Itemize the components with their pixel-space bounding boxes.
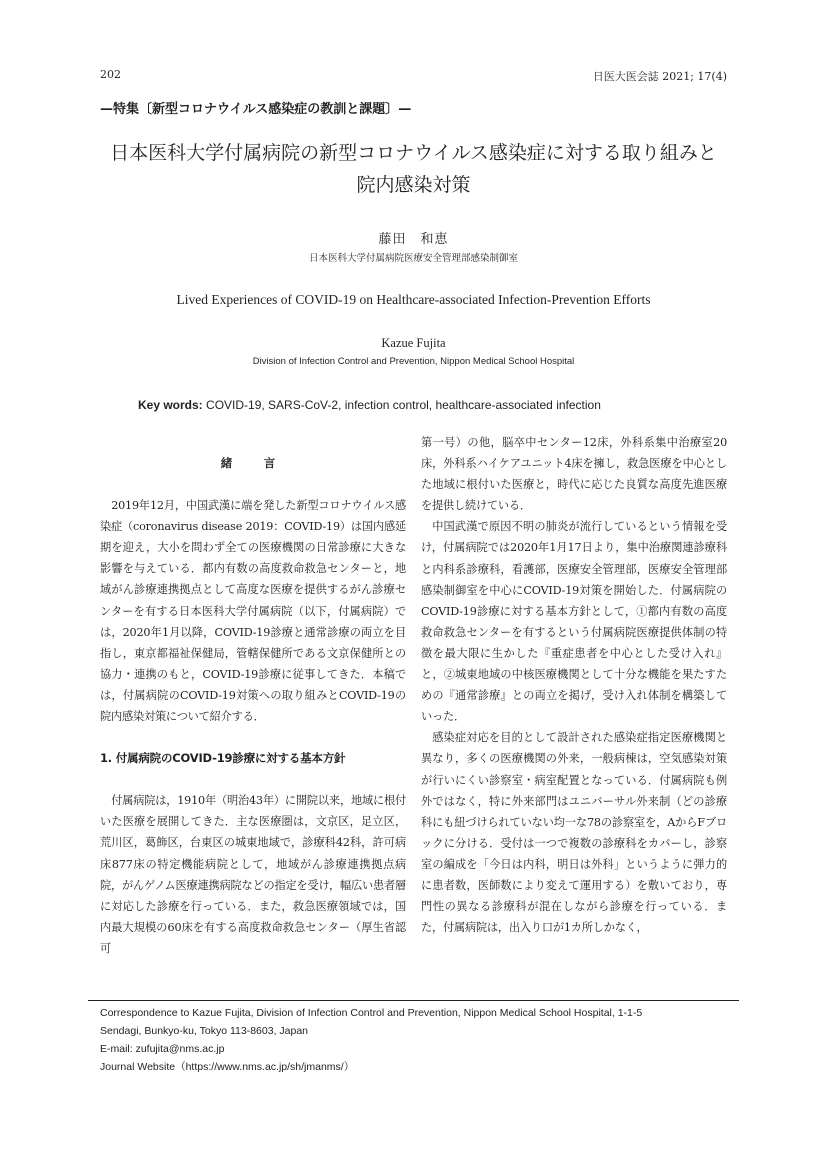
right-paragraph-2: 感染症対応を目的として設計された感染症指定医療機関と異なり，多くの医療機関の外来，一般病棟は，空気感染対策が行いにくい診察室・病室配置となっている．付属病院も例外ではなく，特に外来部門はユニバーサル外来制（どの診療科にも紐づけられていない均一な78の診察室を，AからFブロックに分ける．受付は一つで複数の診療科をカバーし，診察室の編成を「今日は内科，明日は外科」というように弾力的に患者数，医師数により変えて運用する）を敷いており，専門性の異なる診療科が混在しながら診療を行っている．また，付属病院は，出入り口が1カ所しかなく， [421, 731, 727, 935]
section-1-heading: 1. 付属病院のCOVID-19診療に対する基本方針 [100, 751, 346, 766]
footnote-line-1: Correspondence to Kazue Fujita, Division of Infection Control and Prevention, Nippon Medical School Hospital, 1-1-5 [100, 1007, 643, 1019]
author-name-en: Kazue Fujita [381, 336, 446, 350]
article-title-jp [60, 137, 767, 201]
intro-paragraph: 2019年12月，中国武漢に端を発した新型コロナウイルス感染症（coronavirus disease 2019：COVID-19）は国内感延期を迎え，大小を問わず全ての医療機関の日常診療に大きな影響を与えている．都内有数の高度救命救急センターと，地域がん診療連携拠点として高度な医療を提供するがん診療センターを有する日本医科大学付属病院（以下，付属病院）では，2020年1月以降，COVID-19診療と通常診療の両立を目指し，東京都福祉保健局，管轄保健所である文京保健所との協力・連携のもと，COVID-19診療に従事してきた．本稿では，付属病院のCOVID-19対策への取り組みとCOVID-19の院内感染対策について紹介する． [100, 499, 406, 724]
keywords-text: COVID-19, SARS-CoV-2, infection control, healthcare-associated infection [206, 398, 601, 412]
intro-heading: 緒 言 [220, 456, 286, 470]
article-title-en: Lived Experiences of COVID-19 on Healthcare-associated Infection-Prevention Efforts [176, 292, 651, 307]
author-name-jp: 藤田 和恵 [378, 232, 449, 247]
journal-reference: 日医大医会誌 2021; 17(4) [592, 70, 727, 83]
footnote-website: Journal Website（https://www.nms.ac.jp/sh/jmanms/） [100, 1061, 355, 1073]
footnote-email: E-mail: zufujita@nms.ac.jp [100, 1043, 225, 1055]
right-column [421, 432, 738, 938]
affiliation-jp: 日本医科大学付属病院医療安全管理部感染制御室 [308, 253, 518, 264]
footnote-divider [88, 1000, 739, 1001]
right-paragraph-continued: 第一号）の他，脳卒中センター12床，外科系集中治療室20床，外科系ハイケアユニット4床を擁し，救急医療を中心とした地域に根付いた医療と，時代に応じた良質な高度先進医療を提供し続けている． [421, 436, 727, 513]
keywords [138, 398, 601, 412]
right-paragraph-1: 中国武漢で原因不明の肺炎が流行しているという情報を受け，付属病院では2020年1月17日より，集中治療関連診療科と内科系診療科，看護部，医療安全管理部，医療安全管理部 感染制御室を中心にCOVID-19対策を開始した．付属病院のCOVID-19診療に対する基本方針として，①都内有数の高度救命救急センターを有するという付属病院医療提供体制の特徴を最大限に生かした『重症患者を中心とした受け入れ』と，②城東地域の中核医療機関として十分な機能を果たすための『通常診療』との両立を掲げ，受け入れ体制を構築していった． [421, 520, 738, 724]
special-issue-label: —特集〔新型コロナウイルス感染症の教訓と課題〕— [100, 102, 412, 117]
footnote-line-2: Sendagi, Bunkyo-ku, Tokyo 113-8603, Japan [100, 1025, 309, 1037]
keywords-label: Key words: [138, 398, 203, 412]
title-line-1: 日本医科大学付属病院の新型コロナウイルス感染症に対する取り組みと [110, 142, 717, 164]
correspondence-footnote [100, 1004, 740, 1076]
title-line-2: 院内感染対策 [356, 174, 471, 196]
section-1-paragraph: 付属病院は，1910年（明治43年）に開院以来，地域に根付いた医療を展開してきた．主な医療圏は，文京区，足立区，荒川区，葛飾区，台東区の城東地域で，診療科42科，許可病床877床の特定機能病院として，地域がん診療連携拠点病院，がんゲノム医療連携病院などの指定を受け，幅広い患者層に対応した診療を行っている．また，救急医療領域では，国内最大規模の60床を有する高度救命救急センター（厚生省認可 [100, 794, 406, 955]
left-column [100, 432, 406, 959]
affiliation-en: Division of Infection Control and Prevention, Nippon Medical School Hospital [252, 356, 575, 367]
page-number: 202 [100, 68, 121, 81]
